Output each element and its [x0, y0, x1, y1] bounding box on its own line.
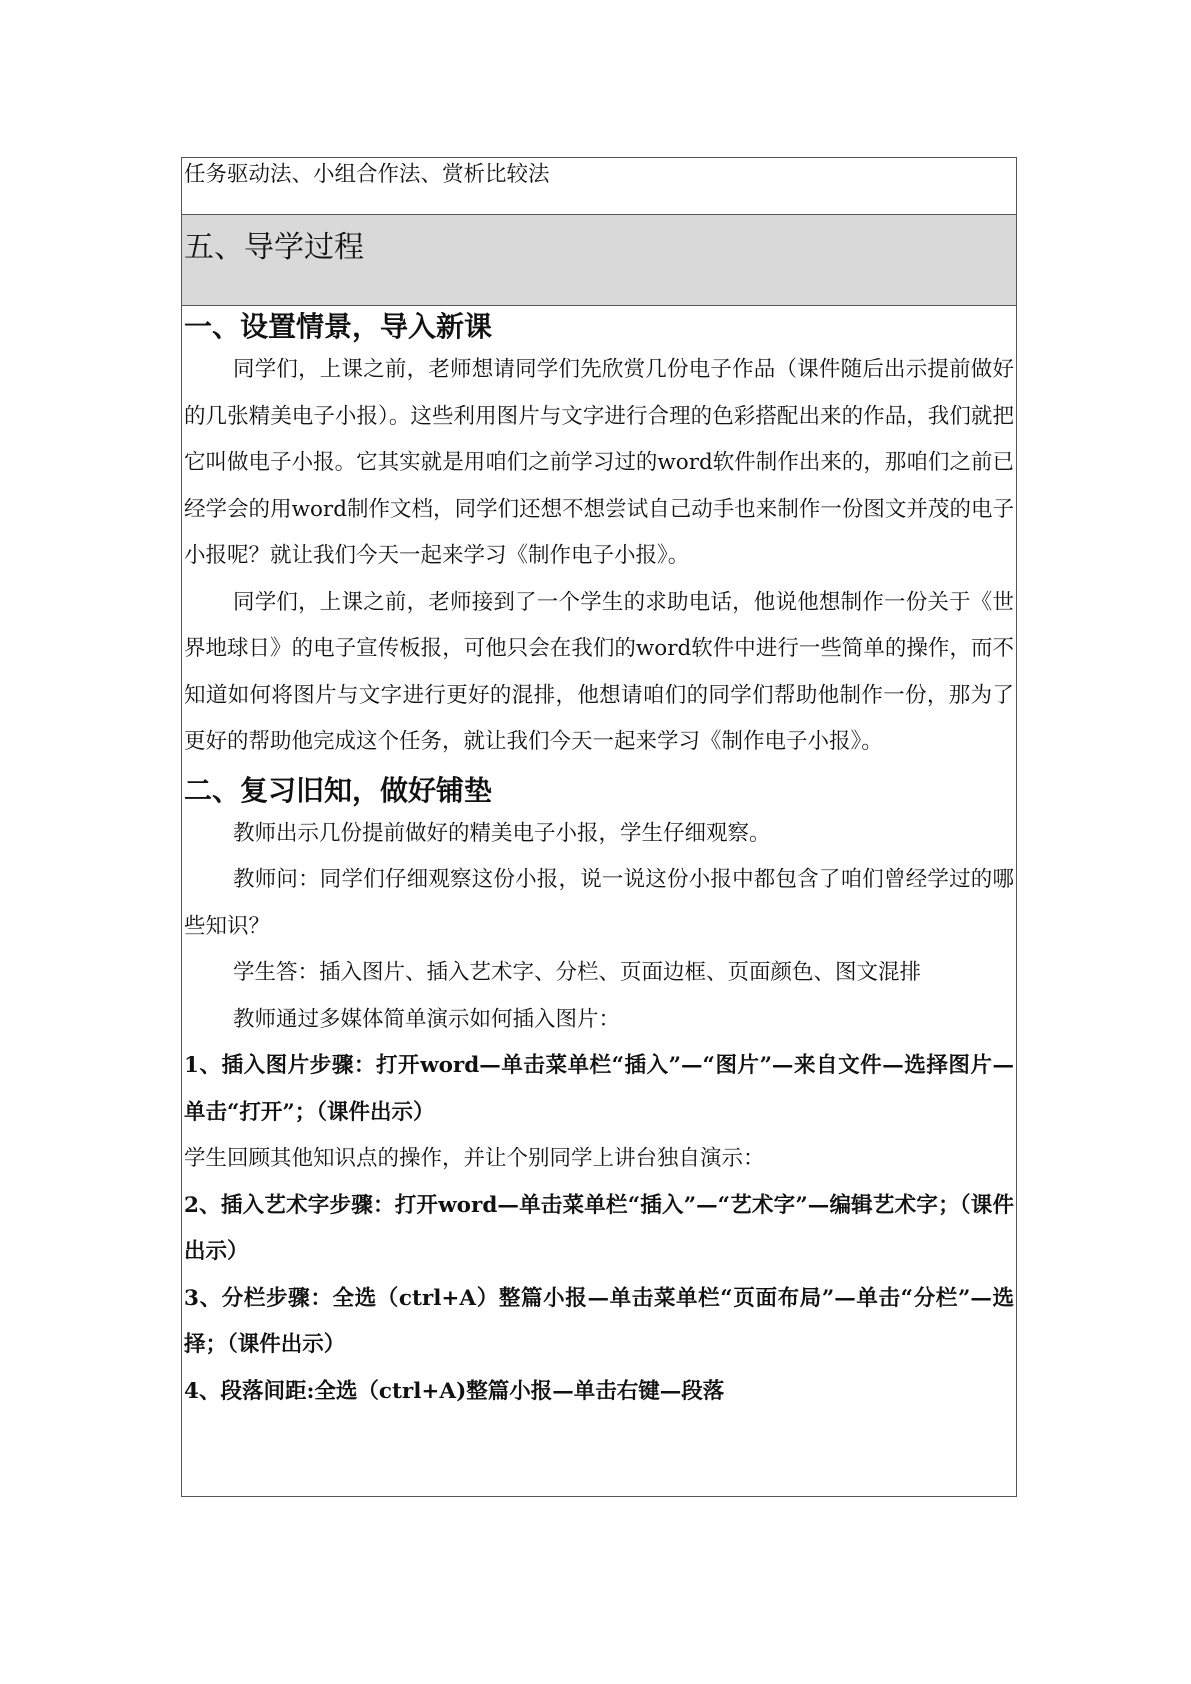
step-insert-wordart: 2、插入艺术字步骤：打开word—单击菜单栏“插入”—“艺术字”—编辑艺术字；（课件出示） — [184, 1192, 1014, 1264]
guided-learning-content — [182, 306, 1016, 1496]
part2-line-2: 教师问：同学们仔细观察这份小报，说一说这份小报中都包含了咱们曾经学过的哪些知识？ — [184, 867, 1014, 939]
step-columns: 3、分栏步骤：全选（ctrl+A）整篇小报—单击菜单栏“页面布局”—单击“分栏”—选择；（课件出示） — [184, 1285, 1014, 1357]
teaching-methods-row — [182, 158, 1016, 215]
part2-heading: 二、复习旧知，做好铺垫 — [184, 773, 493, 807]
review-note: 学生回顾其他知识点的操作，并让个别同学上讲台独自演示： — [184, 1146, 765, 1171]
part1-paragraph-1: 同学们，上课之前，老师想请同学们先欣赏几份电子作品（课件随后出示提前做好的几张精美电子小报）。这些利用图片与文字进行合理的色彩搭配出来的作品，我们就把它叫做电子小报。它其实就是用咱们之前学习过的word软件制作出来的，那咱们之前已经学会的用word制作文档，同学们还想不想尝试自己动手也来制作一份图文并茂的电子小报呢？就让我们今天一起来学习《制作电子小报》。 — [184, 357, 1014, 568]
part2-line-3: 学生答：插入图片、插入艺术字、分栏、页面边框、页面颜色、图文混排 — [233, 960, 922, 985]
step-insert-picture: 1、插入图片步骤：打开word—单击菜单栏“插入”—“图片”—来自文件—选择图片—单击“打开”；（课件出示） — [184, 1053, 1014, 1125]
teaching-methods-text: 任务驱动法、小组合作法、赏析比较法 — [184, 162, 550, 187]
part2-line-1: 教师出示几份提前做好的精美电子小报，学生仔细观察。 — [233, 820, 771, 846]
lesson-plan-table — [181, 157, 1017, 1497]
part1-paragraph-2: 同学们，上课之前，老师接到了一个学生的求助电话，他说他想制作一份关于《世界地球日》的电子宣传板报，可他只会在我们的word软件中进行一些简单的操作，而不知道如何将图片与文字进行更好的混排，他想请咱们的同学们帮助他制作一份，那为了更好的帮助他完成这个任务，就让我们今天一起来学习《制作电子小报》。 — [184, 589, 1014, 754]
section-title: 五、导学过程 — [184, 230, 364, 265]
part1-heading: 一、设置情景，导入新课 — [184, 310, 493, 343]
section-header-row — [182, 215, 1016, 306]
step-paragraph-spacing: 4、段落间距:全选（ctrl+A)整篇小报—单击右键—段落 — [184, 1378, 725, 1404]
part2-line-4: 教师通过多媒体简单演示如何插入图片： — [233, 1006, 621, 1032]
